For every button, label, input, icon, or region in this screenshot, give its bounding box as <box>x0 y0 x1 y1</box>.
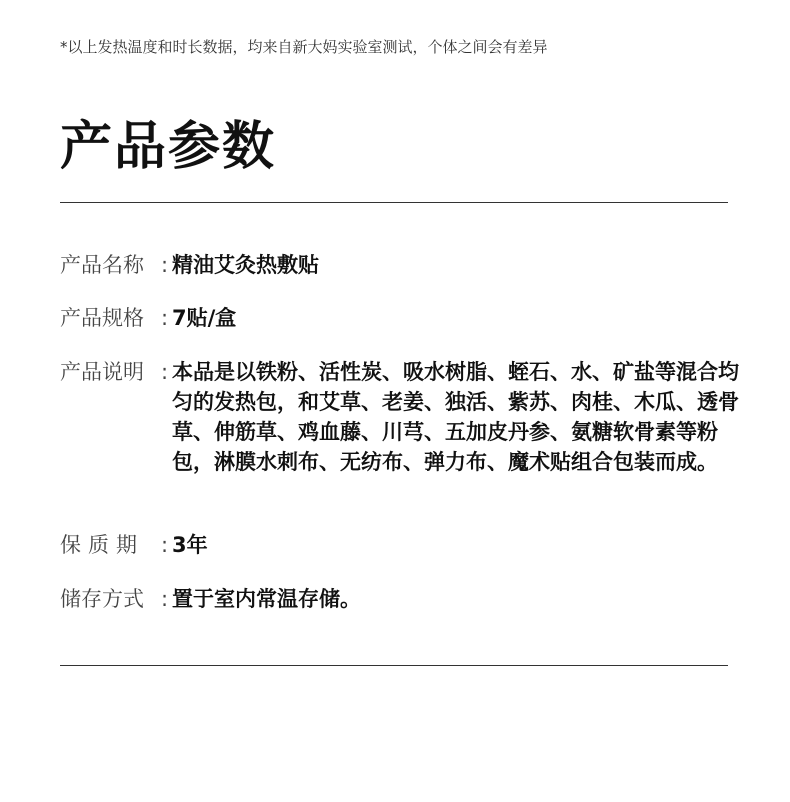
param-colon: : <box>161 360 169 384</box>
param-value: 置于室内常温存储。 <box>172 587 361 611</box>
param-colon: : <box>161 306 169 330</box>
disclaimer-note: *以上发热温度和时长数据，均来自新大妈实验室测试，个体之间会有差异 <box>60 38 548 56</box>
param-label: 产品名称 <box>60 253 144 277</box>
param-label: 产品规格 <box>60 306 144 330</box>
param-label: 保质期 <box>60 533 144 557</box>
param-value: 本品是以铁粉、活性炭、吸水树脂、蛭石、水、矿盐等混合均匀的发热包，和艾草、老姜、独活、紫苏、肉桂、木瓜、透骨草、伸筋草、鸡血藤、川芎、五加皮丹参、氨糖软骨素等粉包，淋膜水刺布、无纺布、弹力布、魔术贴组合包装而成。 <box>172 360 739 474</box>
param-value: 精油艾灸热敷贴 <box>172 253 319 277</box>
param-colon: : <box>161 533 169 557</box>
param-label: 产品说明 <box>60 360 144 384</box>
param-colon: : <box>161 253 169 277</box>
top-divider <box>60 202 728 203</box>
bottom-divider <box>60 665 728 666</box>
param-value: 7贴/盒 <box>172 306 237 330</box>
param-value: 3年 <box>172 533 208 557</box>
param-colon: : <box>161 587 169 611</box>
page-title: 产品参数 <box>60 117 277 177</box>
param-label: 储存方式 <box>60 587 144 611</box>
